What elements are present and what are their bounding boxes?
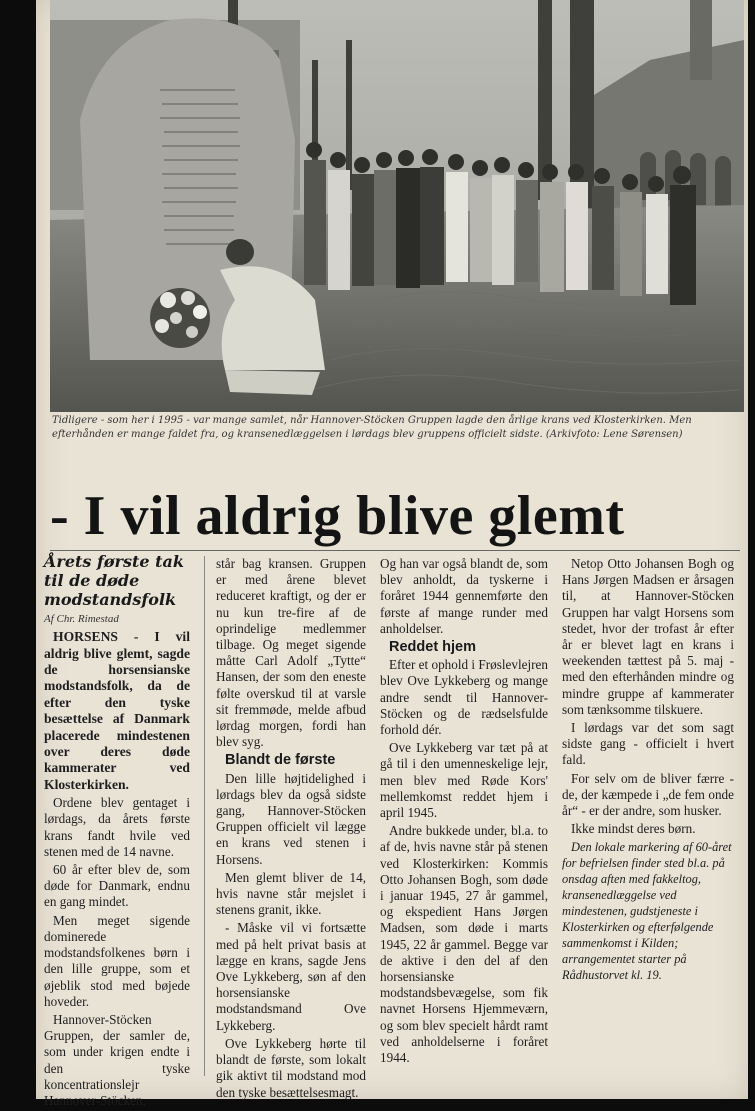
kicker: Årets første tak til de døde modstandsfolk: [44, 552, 184, 609]
paragraph: Ikke mindst deres børn.: [571, 821, 696, 837]
paragraph: Men meget sigende dominerede modstandsfolkenes børn i den lille gruppe, som et øjeblik stod med bøjede hoveder.: [44, 912, 190, 1009]
paragraph: I lørdags var det som sagt sidste gang - officielt i hvert fald.: [562, 720, 734, 768]
paragraph: Ordene blev gentaget i lørdags, da årets første krans fandt hvile ved stenen med de 14 navne.: [44, 795, 190, 859]
photo-illustration: [50, 0, 744, 412]
subheading-blandt-de-forste: Blandt de første: [225, 752, 336, 769]
paragraph: står bag kransen. Gruppen er med årene blevet reduceret kraftigt, og der er nu kun tre-fire af de oprindelige medlemmer tilbage. Og meget sigende måtte Carl Adolf „Tytte“ Hansen, der som den eneste følte overskud til at varsle sit fremmøde, melde afbud lørdag morgen, fordi han blev syg.: [216, 556, 366, 750]
headline: - I vil aldrig blive glemt: [50, 485, 625, 547]
paragraph: Netop Otto Johansen Bogh og Hans Jørgen Madsen er årsagen til, at Hannover-Stöcken Gruppen har valgt Horsens som stedet, hvor der trofast år efter år er blevet lagt en krans i weekenden tættest på 5. maj - med den efterhånden mindre og mindre gruppe af kammerater som tænksomme tilskuere.: [562, 556, 734, 717]
paragraph: For selv om de bliver færre - de, der kæmpede i „de fem onde år“ - er der andre, som husker.: [562, 770, 734, 819]
paragraph: Den lille højtidelighed i lørdags blev da også sidste gang, Hannover-Stöcken Gruppen officielt vil lægge en krans ved stenen i Horsens.: [216, 770, 366, 867]
byline: Af Chr. Rimestad: [44, 613, 119, 625]
paragraph: Ove Lykkeberg var tæt på at gå til i den umenneskelige lejr, men blev med Røde Kors' mellemkomst reddet hjem i april 1945.: [380, 740, 548, 821]
paragraph: Efter et ophold i Frøslevlejren blev Ove Lykkeberg og mange andre sendt til Hannover-Stöcken og de rædselsfulde forhold dér.: [380, 657, 548, 738]
article-column-3: [380, 556, 548, 1068]
wreath: [150, 288, 210, 348]
paragraph: Andre bukkede under, bl.a. to af de, hvis navne står på stenen ved Klosterkirken: Kommis Otto Johansen Bogh, som døde i januar 1945, 27 år gammel, og ekspedient Hans Jørgen Madsen, som døde i marts 1945, 22 år gammel. Begge var de aktive i den del af den horsensianske modstandsbevægelse, som fik navnet Horsens Hjemmeværn, og som blev specielt hårdt ramt ved anholdelserne i foråret 1944.: [380, 823, 548, 1066]
paragraph: Men glemt bliver de 14, hvis navne står mejslet i stenens granit, ikke.: [216, 869, 366, 918]
paragraph: Ove Lykkeberg hørte til blandt de første, som lokalt gik aktivt til modstand mod den tyske besættelsesmagt.: [216, 1035, 366, 1100]
newspaper-clipping: [36, 0, 748, 1108]
paragraph: Og han var også blandt de, som blev anholdt, da tyskerne i foråret 1944 gennemførte den første af mange runder med anholdelser.: [380, 556, 548, 636]
column-divider: [204, 556, 205, 1076]
event-info-box: Den lokale markering af 60-året for befrielsen finder sted bl.a. på onsdag aften med fakkeltog, kransenedlæggelse ved mindestenen, gudstjeneste i Klosterkirken og efterfølgende sammenkomst i Kilden; arrangementet starter på Rådhustorvet kl. 19.: [562, 840, 732, 983]
paragraph: Hannover-Stöcken Gruppen, der samler de, som under krigen endte i den tyske koncentrationslejr Hannover-Stöcken,: [44, 1011, 190, 1108]
article-column-4: [562, 556, 734, 985]
headline-rule: [50, 550, 740, 551]
article-column-1: [44, 552, 190, 1111]
subheading-reddet-hjem: Reddet hjem: [389, 639, 477, 656]
article-column-2: [216, 556, 366, 1103]
photo-caption: Tidligere - som her i 1995 - var mange samlet, når Hannover-Stöcken Gruppen lagde den årlige krans ved Klosterkirken. Men efterhånden er mange faldet fra, og kransenedlæggelsen i lørdags blev gruppens officielt sidste. (Arkivfoto: Lene Sørensen): [52, 415, 692, 440]
paragraph: - Måske vil vi fortsætte med på helt privat basis at lægge en krans, sagde Jens Ove Lykkeberg, søn af den horsensianske modstandsmand Ove Lykkeberg.: [216, 920, 366, 1033]
paragraph: 60 år efter blev de, som døde for Danmark, endnu en gang mindet.: [44, 862, 190, 910]
news-photo: [50, 0, 744, 412]
lead-paragraph: HORSENS - I vil aldrig blive glemt, sagde de horsensianske modstandsfolk, da de efter den tyske besættelse af Danmark placerede mindestenen over deres døde kammerater ved Klosterkirken.: [44, 629, 190, 792]
